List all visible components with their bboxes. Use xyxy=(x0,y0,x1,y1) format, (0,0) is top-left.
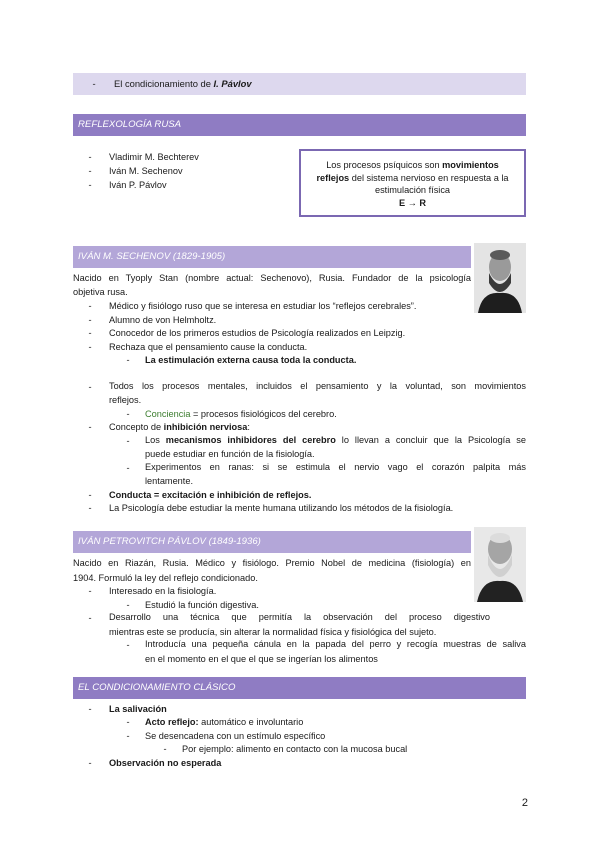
box-line-4: E → R xyxy=(398,197,427,208)
section-header-sechenov: IVÁN M. SECHENOV (1829-1905) xyxy=(73,246,471,268)
top-topic-bar xyxy=(73,73,526,95)
bullet-dash: - xyxy=(163,744,167,754)
sechenov-bullet: La Psicología debe estudiar la mente humana utilizando los métodos de la fisiología. xyxy=(109,503,454,513)
bullet-dash: - xyxy=(126,355,130,365)
bullet-dash: - xyxy=(88,315,92,325)
pavlov-subbullet: Estudió la función digestiva. xyxy=(145,600,259,610)
bullet-dash: - xyxy=(126,409,130,419)
reflex-list-item: Iván P. Pávlov xyxy=(109,180,167,190)
bullet-dash: - xyxy=(88,490,92,500)
pavlov-bullet: Interesado en la fisiología. xyxy=(109,586,217,596)
bullet-dash: - xyxy=(88,586,92,596)
pavlov-intro-line: 1904. Formuló la ley del reflejo condicionado. xyxy=(73,573,258,583)
sechenov-intro-line: Nacido en Tyoply Stan (nombre actual: Sechenovo), Rusia. Fundador de la psicología xyxy=(73,273,471,283)
sechenov-bullet: Concepto de inhibición nerviosa: xyxy=(109,422,250,432)
bullet-dash: - xyxy=(92,78,96,89)
bullet-dash: - xyxy=(88,382,92,392)
page-number: 2 xyxy=(521,797,528,809)
bullet-dash: - xyxy=(126,436,130,446)
bullet-dash: - xyxy=(88,758,92,768)
definition-box xyxy=(299,149,526,217)
pavlov-bullet: Desarrollo una técnica que permitía la observación del proceso digestivo xyxy=(109,612,490,622)
sechenov-intro-line: objetiva rusa. xyxy=(73,287,128,297)
bullet-dash: - xyxy=(88,503,92,513)
section-header-condicionamiento: EL CONDICIONAMIENTO CLÁSICO xyxy=(73,677,526,699)
pavlov-subbullet: Introducía una pequeña cánula en la papada del perro y recogía muestras de saliva xyxy=(145,639,526,649)
sechenov-subbullet: Experimentos en ranas: si se estimula el nervio vago el corazón palpita más xyxy=(145,462,526,472)
bullet-dash: - xyxy=(126,640,130,650)
sechenov-bullet: Rechaza que el pensamiento cause la conducta. xyxy=(109,342,308,352)
pavlov-subbullet-cont: en el momento en el que el que se ingerían los alimentos xyxy=(145,654,378,664)
sechenov-subbullet-cont: puede estudiar en función de la fisiología. xyxy=(145,449,315,459)
section-header-pavlov: IVÁN PETROVITCH PÁVLOV (1849-1936) xyxy=(73,531,471,553)
bullet-dash: - xyxy=(88,180,92,190)
sechenov-portrait xyxy=(474,243,526,313)
bullet-dash: - xyxy=(88,422,92,432)
bullet-dash: - xyxy=(88,301,92,311)
sechenov-bullet-cont: reflejos. xyxy=(109,395,142,405)
box-line-2: reflejos del sistema nervioso en respuesta a la xyxy=(316,172,509,183)
pavlov-bullet-cont: mientras este se producía, sin alterar la normalidad física y fisiológica del sujeto. xyxy=(109,627,437,637)
box-line-1: Los procesos psíquicos son movimientos xyxy=(326,160,499,170)
bullet-dash: - xyxy=(88,166,92,176)
bullet-dash: - xyxy=(88,704,92,714)
box-line-3: estimulación física xyxy=(374,185,451,195)
sechenov-bullet: Todos los procesos mentales, incluidos el pensamiento y la voluntad, son movimientos xyxy=(109,381,526,391)
bullet-dash: - xyxy=(126,731,130,741)
bullet-dash: - xyxy=(88,152,92,162)
sechenov-subbullet: Conciencia = procesos fisiológicos del cerebro. xyxy=(145,409,337,419)
clasico-subbullet: Acto reflejo: automático e involuntario xyxy=(145,717,304,727)
pavlov-portrait xyxy=(474,527,526,602)
sechenov-bullet: Alumno de von Helmholtz. xyxy=(109,315,217,325)
sechenov-subbullet: La estimulación externa causa toda la conducta. xyxy=(145,355,357,365)
bullet-dash: - xyxy=(126,717,130,727)
bullet-dash: - xyxy=(126,463,130,473)
sechenov-subbullet-cont: lentamente. xyxy=(145,476,194,486)
sechenov-bullet: Médico y fisiólogo ruso que se interesa en estudiar los “reflejos cerebrales”. xyxy=(109,301,417,311)
bullet-dash: - xyxy=(88,613,92,623)
clasico-bullet: La salivación xyxy=(109,704,167,714)
clasico-subbullet: Se desencadena con un estímulo específico xyxy=(145,731,326,741)
pavlov-intro-line: Nacido en Riazán, Rusia. Médico y fisiólogo. Premio Nobel de medicina (fisiología) en xyxy=(73,558,471,568)
clasico-bullet: Observación no esperada xyxy=(109,758,222,768)
bullet-dash: - xyxy=(88,342,92,352)
sechenov-bullet: Conocedor de los primeros estudios de Psicología realizados en Leipzig. xyxy=(109,328,406,338)
sechenov-subbullet: Los mecanismos inhibidores del cerebro lo llevan a concluir que la Psicología se xyxy=(145,435,527,445)
reflex-list-item: Iván M. Sechenov xyxy=(109,166,183,176)
bullet-dash: - xyxy=(88,328,92,338)
reflex-list-item: Vladimir M. Bechterev xyxy=(109,152,199,162)
clasico-subsubbullet: Por ejemplo: alimento en contacto con la mucosa bucal xyxy=(182,744,408,754)
section-header-reflexologia: REFLEXOLOGÍA RUSA xyxy=(73,114,526,136)
bullet-dash: - xyxy=(126,600,130,610)
sechenov-bullet: Conducta = excitación e inhibición de reflejos. xyxy=(109,490,312,500)
top-topic-text: El condicionamiento de I. Pávlov xyxy=(114,78,252,89)
